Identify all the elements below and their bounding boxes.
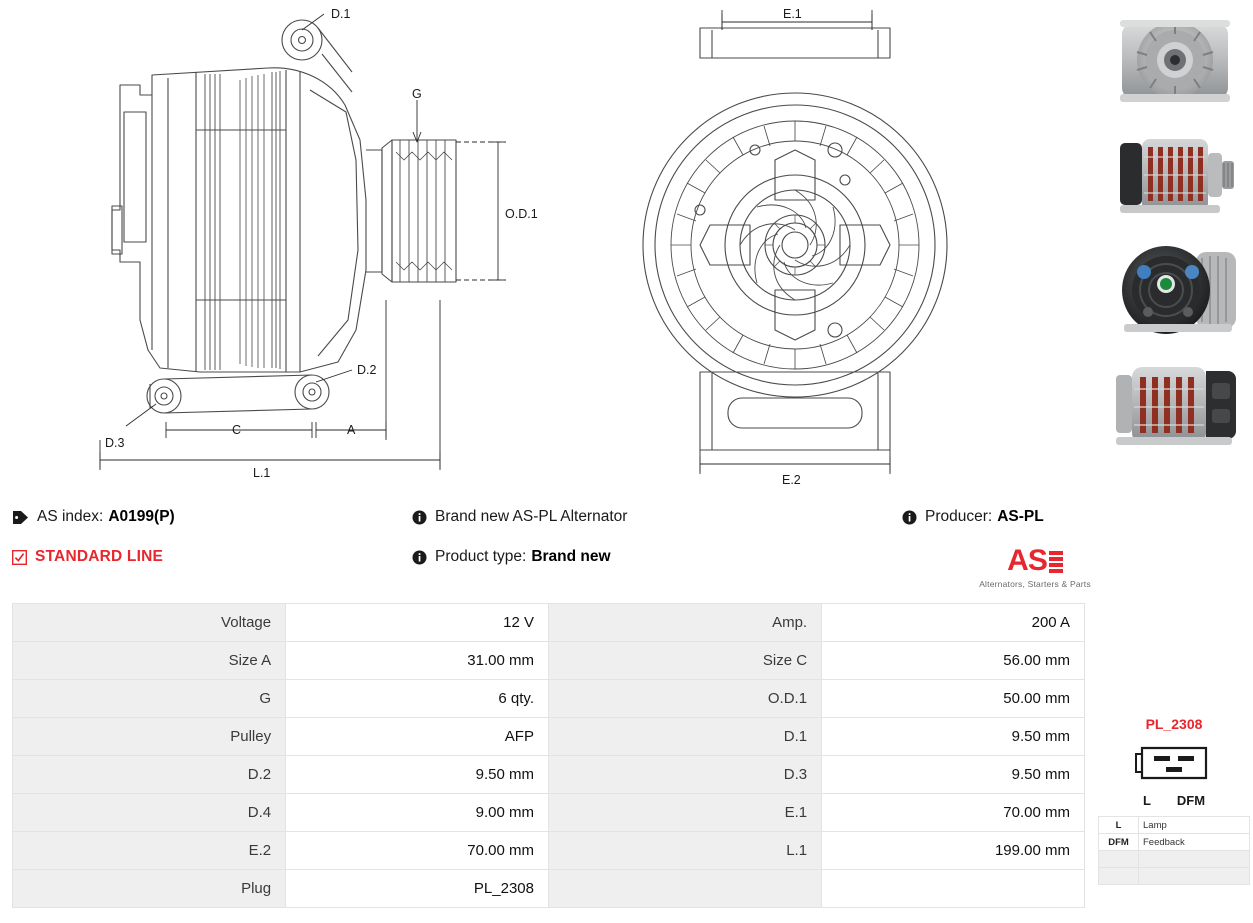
brand-line-text: Brand new AS-PL Alternator xyxy=(435,508,628,525)
spec-value: 200 A xyxy=(822,604,1085,642)
plug-panel xyxy=(1098,716,1250,885)
spec-key: E.1 xyxy=(548,794,821,832)
label-l1: L.1 xyxy=(253,466,271,480)
as-index-value: A0199(P) xyxy=(108,508,175,525)
product-type-cell xyxy=(412,548,902,566)
standard-line-badge: STANDARD LINE xyxy=(35,548,164,565)
product-photo-angled xyxy=(1100,353,1250,459)
table-row xyxy=(13,604,1085,642)
list-item xyxy=(1099,851,1250,868)
alternator-drawing-svg xyxy=(0,0,1095,500)
plug-legend-pin: L xyxy=(1099,817,1139,834)
spec-key: L.1 xyxy=(548,832,821,870)
spec-value: 12 V xyxy=(286,604,549,642)
label-g: G xyxy=(412,87,422,101)
info-row-2 xyxy=(12,548,1097,588)
info-row-1 xyxy=(12,508,1097,548)
as-pl-logo-text: AS xyxy=(1007,544,1047,577)
label-od1: O.D.1 xyxy=(505,207,538,221)
table-row xyxy=(13,756,1085,794)
product-photo-column xyxy=(1100,8,1250,468)
spec-value: 70.00 mm xyxy=(822,794,1085,832)
plug-legend-desc: Lamp xyxy=(1139,817,1250,834)
as-pl-logo-mark xyxy=(1007,546,1063,576)
spec-value: 56.00 mm xyxy=(822,642,1085,680)
spec-key: Size A xyxy=(13,642,286,680)
specifications-table xyxy=(12,603,1085,908)
info-icon xyxy=(412,510,427,525)
label-e1: E.1 xyxy=(783,7,802,21)
product-info-block xyxy=(12,508,1097,596)
as-pl-logo xyxy=(975,546,1095,589)
table-row xyxy=(13,832,1085,870)
spec-key xyxy=(548,870,821,908)
product-type-label: Product type: xyxy=(435,548,527,565)
info-icon xyxy=(412,550,427,565)
spec-value: 199.00 mm xyxy=(822,832,1085,870)
spec-value xyxy=(822,870,1085,908)
plug-pin-l: L xyxy=(1142,793,1151,808)
check-square-icon xyxy=(12,550,27,565)
spec-key: E.2 xyxy=(13,832,286,870)
list-item xyxy=(1099,868,1250,885)
label-d3: D.3 xyxy=(105,436,125,450)
spec-value: PL_2308 xyxy=(286,870,549,908)
label-a: A xyxy=(347,423,356,437)
spec-value: 9.50 mm xyxy=(822,756,1085,794)
table-row xyxy=(13,794,1085,832)
plug-connector-icon xyxy=(1134,740,1214,786)
spec-key: Voltage xyxy=(13,604,286,642)
tag-icon xyxy=(12,510,29,525)
label-d2: D.2 xyxy=(357,363,377,377)
spec-key: Pulley xyxy=(13,718,286,756)
specifications-table-body xyxy=(13,604,1085,908)
spec-key: Plug xyxy=(13,870,286,908)
spec-value: AFP xyxy=(286,718,549,756)
spec-key: D.4 xyxy=(13,794,286,832)
plug-legend-pin: DFM xyxy=(1099,834,1139,851)
table-row xyxy=(13,718,1085,756)
plug-pin-labels xyxy=(1098,793,1250,808)
label-d1: D.1 xyxy=(331,7,351,21)
spec-key: Size C xyxy=(548,642,821,680)
table-row xyxy=(13,870,1085,908)
list-item xyxy=(1099,817,1250,834)
spec-value: 9.50 mm xyxy=(286,756,549,794)
spec-key: D.2 xyxy=(13,756,286,794)
spec-value: 70.00 mm xyxy=(286,832,549,870)
producer-label: Producer: xyxy=(925,508,993,525)
spec-value: 6 qty. xyxy=(286,680,549,718)
as-pl-logo-tagline: Alternators, Starters & Parts xyxy=(979,579,1091,589)
spec-key: D.1 xyxy=(548,718,821,756)
list-item xyxy=(1099,834,1250,851)
table-row xyxy=(13,680,1085,718)
plug-legend-table xyxy=(1098,816,1250,885)
producer-cell xyxy=(902,508,1097,526)
producer-value: AS-PL xyxy=(997,508,1044,525)
standard-line-cell xyxy=(12,548,412,566)
as-index-cell xyxy=(12,508,412,526)
as-pl-logo-bars xyxy=(1049,551,1063,573)
label-e2: E.2 xyxy=(782,473,801,487)
plug-pin-dfm: DFM xyxy=(1176,793,1206,808)
table-row xyxy=(13,642,1085,680)
spec-value: 50.00 mm xyxy=(822,680,1085,718)
label-c: C xyxy=(232,423,242,437)
product-type-value: Brand new xyxy=(531,548,611,565)
spec-key: G xyxy=(13,680,286,718)
product-photo-rear xyxy=(1100,238,1250,344)
spec-value: 31.00 mm xyxy=(286,642,549,680)
plug-legend-desc: Feedback xyxy=(1139,834,1250,851)
spec-value: 9.00 mm xyxy=(286,794,549,832)
spec-value: 9.50 mm xyxy=(822,718,1085,756)
brand-line-cell xyxy=(412,508,902,526)
product-photo-front xyxy=(1100,8,1250,114)
spec-key: D.3 xyxy=(548,756,821,794)
product-photo-side xyxy=(1100,123,1250,229)
technical-drawings xyxy=(0,0,1095,500)
spec-key: O.D.1 xyxy=(548,680,821,718)
as-index-label: AS index: xyxy=(37,508,104,525)
plug-code: PL_2308 xyxy=(1145,716,1203,732)
info-icon xyxy=(902,510,917,525)
spec-key: Amp. xyxy=(548,604,821,642)
